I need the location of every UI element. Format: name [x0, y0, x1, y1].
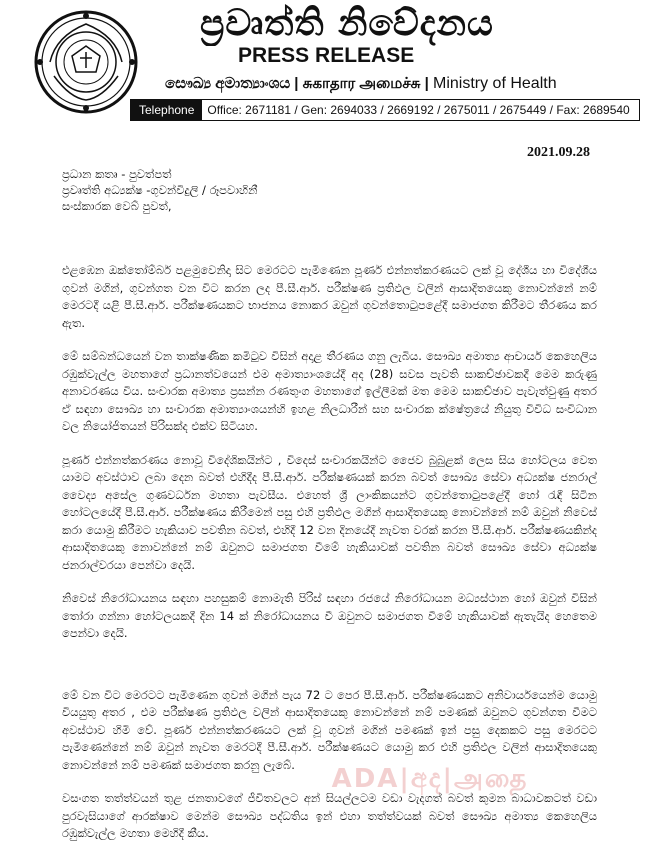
body-paragraph: මේ වන විට මෙරටට පැමිණෙන ගුවන් මගින් පැය 72 ට පෙර පී.සී.ආර්. පරීක්ෂණයකට අනිවාර්යයෙන්ම යොමු වියයුතු අතර , එම පරීක්ෂණ ප්‍රතිඵල වලින් ආසාදිතයෙකු නොවන්නේ නම් පමණක් ඔවුනට ගුවන්ගත වීමට අවස්ථාව හිමි වේ. පූර්ණ එන්නත්කරණයට ලක් වූ ගුවන් මගින් පමණක් ඉන් පසු දෙකකට පසු මෙරටට පැමිණෙන්නේ නම් ඔවුන් නැවත මෙරටදී පී.සී.ආර්. පරීක්ෂණයට යොමු කර එහි ප්‍රතිඵල වලින් ආසාදිතයෙකු නොවන්නේ නම් පමණක් සමාජගත කරනු ලැබේ. — [62, 687, 597, 772]
press-release-title-english: PRESS RELEASE — [238, 44, 415, 67]
ministry-name-sinhala: සෞඛ්‍ය අමාත්‍යාංශය — [165, 75, 291, 92]
body-paragraph: පූර්ණ එන්නත්කරණය නොවූ විදේශිකයින්ට , විදෙස් සංචාරකයින්ට ජෛව බුබුළක් ලෙස සිය හෝටලය වෙත යාමට අවස්ථාව ලබා දෙන බවත් එහිදීද පී.සී.ආර්. පරීක්ෂණයක් කරන බවත් සෞඛ්‍ය සේවා අධ්‍යක්ෂ ජනරාල් වෛද්‍ය අසේල ගුණවර්ධන මහතා පැවසීය. එහෙත් ශ්‍රී ලාංකිකයන්ට ගුවන්තොටුපළේදී හෝ රැඳී සිටින හෝටලයේදී පී.සී.ආර්. පරීක්ෂණය කිරීමෙන් පසු එහි ප්‍රතිඵල මගින් ආසාදිතයෙකු නොවන්නේ නම් ඔවුන් නිවෙස් කරා යොමු කිරීමට හැකියාව පවතින බවත්, එහිදී 12 වන දිනයේදී නැවත වරක් කරන පී.සී.ආර්. පරීක්ෂණයකින්ද ආසාදිතයෙකු නොවන්නේ නම් ඔවුනට සමාජගත වීමේ හැකියාවක් පවතින බවත් සෞඛ්‍ය සේවා අධ්‍යක්ෂ ජනරාල්වරයා පෙන්වා දෙයි. — [62, 452, 597, 572]
release-date: 2021.09.28 — [527, 145, 590, 160]
release-body — [62, 262, 597, 859]
body-paragraph: වසංගත තත්ත්වයන් තුළ ජනතාවගේ ජීවිතවලට අන් සියල්ලටම වඩා වැදගත් බවත් කුමන බාධාවකටත් වඩා පුරවැසියාගේ ආරක්ෂාව මෙන්ම සෞඛ්‍ය පද්ධතිය ඉන් එහා තත්ත්වයක් බවත් සෞඛ්‍ය අමාත්‍ය කෙහෙලිය රඹුක්වැල්ල මහතා මෙහිදී කීය. — [62, 791, 597, 840]
ministry-separator: | — [424, 75, 429, 92]
press-release-title-sinhala: ප්‍රවෘත්ති නිවේදනය — [200, 3, 494, 44]
recipients-block — [62, 166, 257, 214]
recipient-line: සංස්කාරක වෙබ් පුවත්, — [62, 199, 172, 213]
telephone-bar — [130, 99, 640, 121]
telephone-label: Telephone — [131, 100, 202, 120]
ministry-name-tamil: சுகாதார அமைச்சு — [302, 75, 421, 92]
body-paragraph: මේ සම්බන්ධයෙන් වන තාක්ෂණික කමිටුව විසින් අදාළ තීරණය ගනු ලැබිය. සෞඛ්‍ය අමාත්‍ය ආචාර්ය කෙහෙලිය රඹුක්වැල්ල මහතාගේ ප්‍රධානත්වයෙන් එම අමාත්‍යාංශයේදී අද (28) සවස පැවති සාකච්ඡාවකදී මෙම කරුණු අනාවරණය විය. සංචාරක අමාත්‍ය ප්‍රසන්න රණතුංග මහතාගේ ඉල්ලීමක් මත මෙම සාකච්ඡාව පැවැත්වුණු අතර ඒ සඳහා සෞඛ්‍ය හා සංචාරක අමාත්‍යාංශයන්හි ඉහළ නිලධාරීන් සහ සංචාරක ක්ෂේත්‍රයේ නියුතු විවිධ සංවිධාන වල නියෝජිතයන් පිරිසක්ද එක්ව සිටියහ. — [62, 349, 597, 433]
body-paragraph: එළඹෙන ඔක්තෝම්බර් පළමුවෙනිදා සිට මෙරටට පැමිණෙන පූර්ණ එන්නත්කරණයට ලක් වූ දේශීය හා විදේශීය ගුවන් මගින්, ගුවන්ගත වන විට කරන ලද පී.සී.ආර්. පරීක්ෂණ ප්‍රතිඵල වලින් ආසාදිතයෙකු නොවන්නේ නම් මෙරටදී යළි පී.සී.ආර්. පරීක්ෂණයකට භාජනය නොකර ඔවුන් ගුවන්තොටුපළේදී සමාජගත කිරීමට තීරණය කර ඇත. — [62, 263, 597, 330]
recipient-line: ප්‍රධාන කතෘ - පුවත්පත් — [62, 167, 172, 181]
watermark: ADA|අද|அதை — [331, 763, 529, 794]
ministry-name-line — [165, 74, 635, 94]
ministry-name-english: Ministry of Health — [433, 75, 557, 92]
body-paragraph: නිවෙස් නිරෝධායනය සඳහා පහසුකම් නොමැති පිරිස් සඳහා රජයේ නිරෝධායන මධ්‍යස්ථාන හෝ ඔවුන් විසින් තෝරා ගන්නා හෝටලයකදී දින 14 ක් නිරෝධායනය වී ඔවුනට සමාජගත වීමේ හැකියාවක් ඇතැයිද හෙතෙම පෙන්වා දෙයි. — [62, 591, 597, 640]
ministry-emblem — [30, 6, 142, 118]
recipient-line: ප්‍රවෘත්ති අධ්‍යක්ෂ -ගුවන්විදුලි / රූපවාහිනී — [62, 183, 258, 197]
ministry-separator: | — [294, 75, 299, 92]
telephone-numbers: Office: 2671181 / Gen: 2694033 / 2669192 / 2675011 / 2675449 / Fax: 2689540 — [207, 103, 630, 117]
